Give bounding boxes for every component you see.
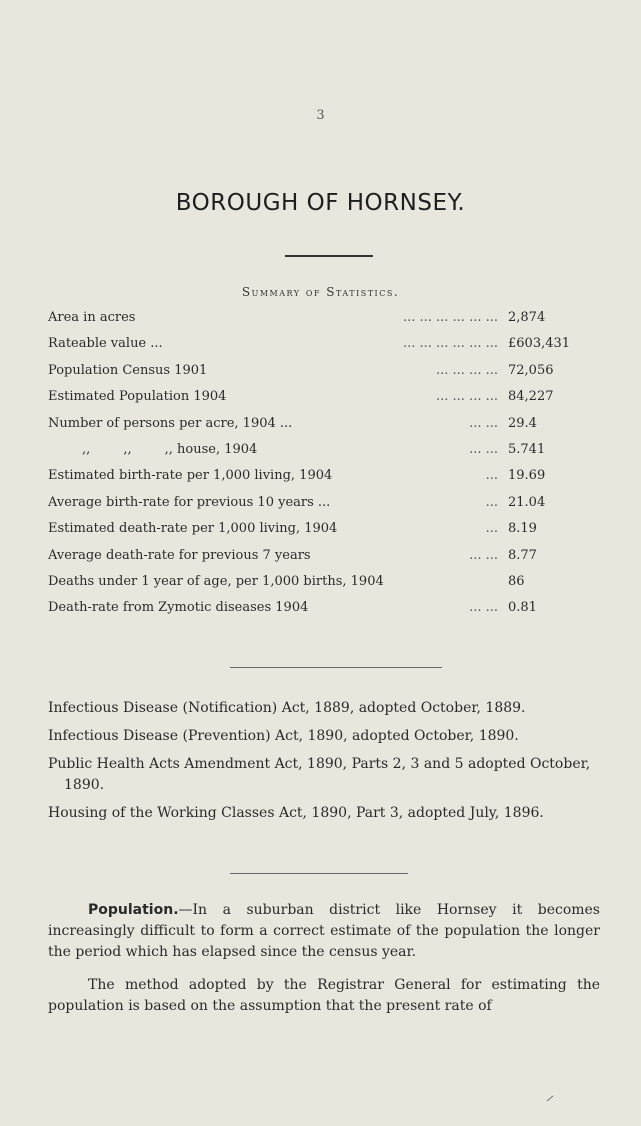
stat-row — [48, 411, 608, 437]
stat-value: 19.69 — [508, 468, 546, 484]
stat-label: Population Census 1901 — [48, 362, 208, 378]
stat-label: Estimated Population 1904 — [48, 389, 227, 405]
stat-leader-dots: ... ... ... ... — [436, 389, 498, 405]
stat-row — [48, 490, 608, 516]
stat-label: Area in acres — [48, 310, 136, 325]
stat-leader-dots: ... — [485, 521, 498, 537]
act-item: Public Health Acts Amendment Act, 1890, Parts 2, 3 and 5 adopted October, 1890. — [48, 756, 591, 793]
stat-value: 2,874 — [508, 310, 546, 325]
section-divider — [230, 873, 408, 874]
stat-row — [48, 595, 608, 621]
stat-label: Deaths under 1 year of age, per 1,000 births, 1904 — [48, 573, 384, 589]
stat-row — [48, 331, 608, 357]
stat-value: 5.741 — [508, 441, 546, 457]
stat-row — [48, 305, 608, 331]
stat-value: 72,056 — [508, 362, 554, 378]
page-title: BOROUGH OF HORNSEY. — [175, 190, 466, 216]
stat-value: 8.77 — [508, 547, 537, 563]
stat-label: Estimated death-rate per 1,000 living, 1904 — [48, 521, 338, 537]
adopted-acts-list — [48, 698, 600, 831]
stat-label: Death-rate from Zymotic diseases 1904 — [48, 600, 309, 616]
stat-value: 8.19 — [508, 521, 537, 537]
stat-value: 86 — [508, 573, 525, 589]
section-divider — [230, 667, 442, 668]
stat-leader-dots: ... — [485, 468, 498, 484]
stat-value: 84,227 — [508, 389, 554, 405]
population-section — [48, 900, 600, 1029]
summary-heading: Summary of Statistics. — [241, 285, 400, 299]
stat-leader-dots: ... ... — [469, 441, 498, 457]
stat-row — [48, 358, 608, 384]
stat-label: Average death-rate for previous 7 years — [48, 547, 311, 563]
stat-label: Estimated birth-rate per 1,000 living, 1904 — [48, 468, 333, 484]
population-text: —In a suburban district like Hornsey it becomes increasingly difficult to form a correct estimate of the population the longer the period which has elapsed since the census year. — [48, 902, 600, 960]
act-item: Housing of the Working Classes Act, 1890, Part 3, adopted July, 1896. — [48, 805, 544, 821]
stat-leader-dots: ... ... — [469, 547, 498, 563]
stat-label: ,, ,, ,, house, 1904 — [82, 441, 258, 457]
act-item: Infectious Disease (Notification) Act, 1889, adopted October, 1889. — [48, 700, 526, 716]
population-paragraph: The method adopted by the Registrar General for estimating the population is based on the assumption that the present rate of — [48, 977, 600, 1014]
stat-leader-dots: ... ... ... ... ... ... — [402, 310, 498, 325]
stat-leader-dots: ... — [485, 494, 498, 510]
stat-row — [48, 384, 608, 410]
stat-row — [48, 543, 608, 569]
stat-label: Number of persons per acre, 1904 ... — [48, 415, 293, 431]
stat-leader-dots: ... ... — [469, 415, 498, 431]
stat-value: 0.81 — [508, 600, 537, 616]
population-paragraph — [48, 900, 600, 963]
population-heading: Population. — [88, 902, 179, 918]
stat-row — [48, 437, 608, 463]
stat-label: Average birth-rate for previous 10 years ... — [48, 494, 331, 510]
stat-value: 29.4 — [508, 415, 537, 431]
page-number: 3 — [316, 108, 325, 123]
stat-leader-dots: ... ... ... ... — [436, 362, 498, 378]
stat-label: Rateable value ... — [48, 336, 163, 352]
stat-value: 21.04 — [508, 494, 546, 510]
stat-leader-dots: ... ... — [469, 600, 498, 616]
act-item: Infectious Disease (Prevention) Act, 1890, adopted October, 1890. — [48, 728, 519, 744]
statistics-table — [48, 305, 608, 622]
stat-leader-dots: ... ... ... ... ... ... — [402, 336, 498, 352]
title-divider — [285, 255, 373, 257]
scan-mark — [547, 1096, 554, 1102]
stat-row — [48, 516, 608, 542]
stat-row — [48, 463, 608, 489]
stat-row — [48, 569, 608, 595]
stat-value: £603,431 — [508, 336, 571, 352]
